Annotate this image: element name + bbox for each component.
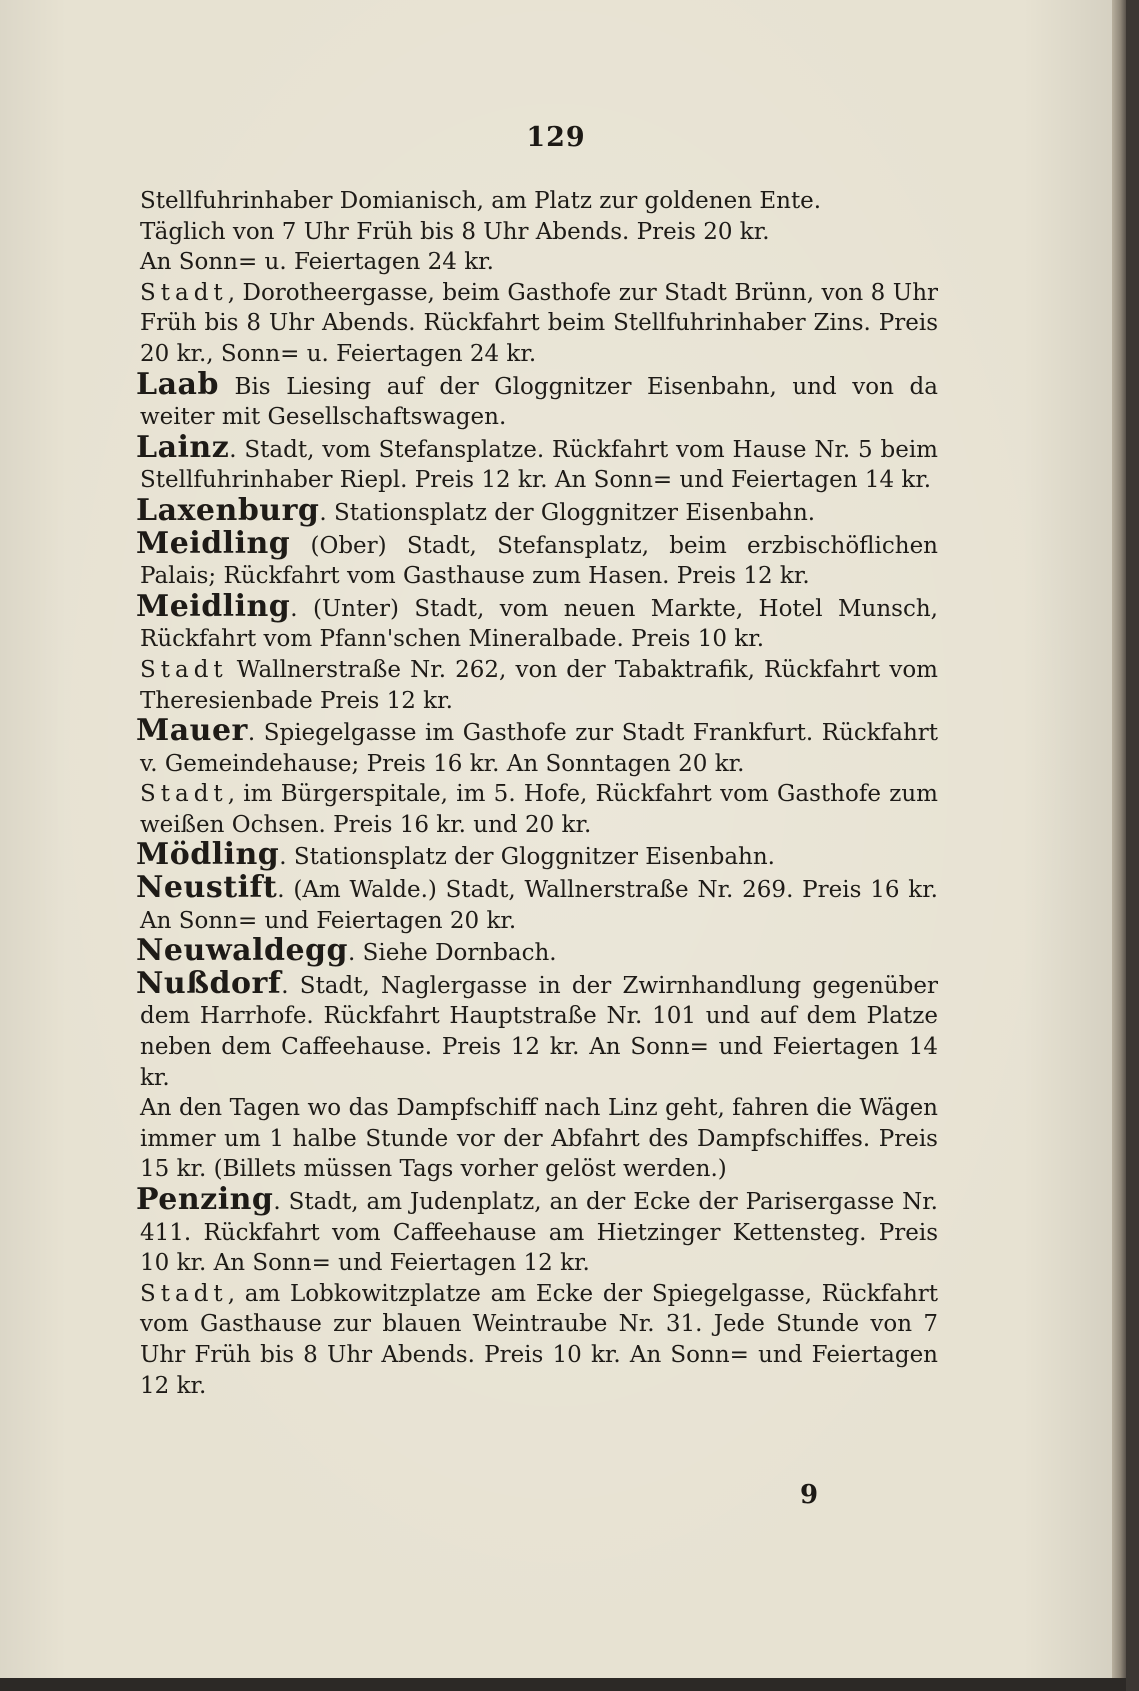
entry-head: Nußdorf [136,965,282,1001]
entry-nussdorf [78,965,938,1093]
entry-text: , am Lobkowitzplatze am Ecke der Spiegelgasse, Rückfahrt vom Gasthause zur blauen Weintraube Nr. 31. Jede Stunde von 7 Uhr Früh bis 8 Uhr Abends. Preis 10 kr. An Sonn= und Feiertagen 12 kr. [140,1280,938,1399]
entry-mauer [78,713,938,779]
entry-neuwaldegg [78,933,938,969]
entry-sub-route [78,1279,938,1401]
entry-continuation [78,186,938,278]
entry-head: Penzing [136,1182,274,1217]
entry-text: . Spiegelgasse im Gasthofe zur Stadt Frankfurt. Rückfahrt v. Gemeindehause; Preis 16 kr. An Sonntagen 20 kr. [140,720,938,777]
entry-head: Mauer [136,713,248,749]
entry-text: . (Unter) Stadt, vom neuen Markte, Hotel Munsch, Rückfahrt vom Pfann'schen Mineralbade. Preis 10 kr. [140,595,938,653]
entry-meidling-unter [78,588,938,655]
entry-text: Wallnerstraße Nr. 262, von der Tabaktrafik, Rückfahrt vom Theresienbade Preis 12 kr. [140,656,938,714]
entry-line: Täglich von 7 Uhr Früh bis 8 Uhr Abends. Preis 20 kr. [140,218,770,245]
entry-text: . Stadt, Naglergasse in der Zwirnhandlung gegenüber dem Harrhofe. Rückfahrt Hauptstraße Nr. 101 und auf dem Platze neben dem Caffeehause. Preis 12 kr. An Sonn= und Feiertagen 14 kr. [140,972,938,1091]
entry-head: Lainz [136,429,230,465]
entry-neustift [78,870,938,936]
entry-lead: Stadt [140,279,228,306]
entry-head: Laab [136,366,219,402]
entry-lead: Stadt [140,781,228,808]
entry-text: , im Bürgerspitale, im 5. Hofe, Rückfahrt vom Gasthofe zum weißen Ochsen. Preis 16 kr. und 20 kr. [140,781,938,838]
entry-text: . Siehe Dornbach. [348,940,557,967]
entry-text: . Stationsplatz der Gloggnitzer Eisenbahn. [279,844,775,871]
entry-lainz [78,429,938,496]
page-number: 129 [526,122,586,153]
entry-moedling [78,837,938,873]
entry-text: , Dorotheergasse, beim Gasthofe zur Stadt Brünn, von 8 Uhr Früh bis 8 Uhr Abends. Rückfahrt beim Stellfuhrinhaber Zins. Preis 20 kr., Sonn= u. Feiertagen 24 kr. [140,279,938,367]
entry-text: . Stadt, vom Stefansplatze. Rückfahrt vom Hause Nr. 5 beim Stellfuhrinhaber Riepl. Preis 12 kr. An Sonn= und Feiertagen 14 kr. [140,436,938,494]
entry-head: Neuwaldegg [136,933,348,969]
entry-lead: Stadt [140,656,228,683]
entry-sub-route [78,655,938,716]
entry-meidling-ober [78,525,938,592]
entry-text: . Stationsplatz der Gloggnitzer Eisenbahn. [319,499,816,526]
entry-text: (Ober) Stadt, Stefansplatz, beim erzbischöflichen Palais; Rückfahrt vom Gasthause zum Hasen. Preis 12 kr. [140,532,938,590]
entry-laab [78,366,938,433]
entry-text: An den Tagen wo das Dampfschiff nach Linz geht, fahren die Wägen immer um 1 halbe Stunde vor der Abfahrt des Dampfschiffes. Preis 15 kr. (Billets müssen Tags vorher gelöst werden.) [140,1095,938,1183]
entry-note [78,1093,938,1185]
entry-head: Mödling [136,837,280,873]
signature-mark: 9 [800,1480,819,1510]
entry-laxenburg [78,492,938,529]
entry-head: Meidling [136,525,291,561]
entry-penzing [78,1182,938,1279]
entry-text: . (Am Walde.) Stadt, Wallnerstraße Nr. 269. Preis 16 kr. An Sonn= und Feiertagen 20 kr. [140,877,938,934]
entry-line: An Sonn= u. Feiertagen 24 kr. [140,249,494,276]
page-edge [1112,0,1126,1678]
entry-text: . Stadt, am Judenplatz, an der Ecke der Parisergasse Nr. 411. Rückfahrt vom Caffeehause am Hietzinger Kettensteg. Preis 10 kr. An Sonn= und Feiertagen 12 kr. [140,1189,938,1277]
entry-sub-route [78,278,938,370]
entry-text: Bis Liesing auf der Gloggnitzer Eisenbahn, und von da weiter mit Gesellschaftswagen. [140,373,938,431]
page-bottom-edge [0,1678,1126,1691]
entry-head: Laxenburg [136,492,320,528]
entry-head: Meidling [136,588,291,624]
entry-head: Neustift [136,870,278,906]
entry-line: Stellfuhrinhaber Domianisch, am Platz zur goldenen Ente. [140,188,822,214]
entry-lead: Stadt [140,1280,228,1307]
entry-sub-route [78,779,938,840]
text-body [78,186,938,1401]
